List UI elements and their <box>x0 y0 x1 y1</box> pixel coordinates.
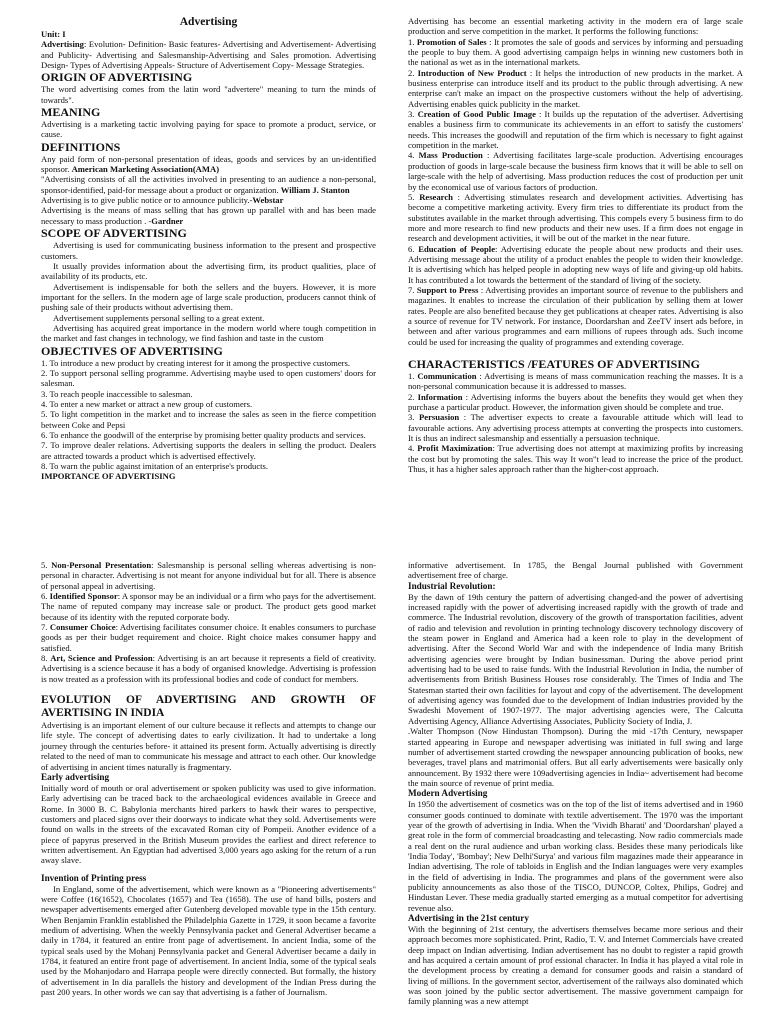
function-item: 4. Mass Production : Advertising facilitates large-scale production. Advertising encourages production of goods in large-scale because the business firm knows that it will be able to sell on large-scale with the help of advertising. Mass production reduces the cost of production per unit by the economical use of various factors of production. <box>408 150 744 192</box>
functions-intro: Advertising has become an essential marketing activity in the modern era of large scale production and serve competition in the market. It performs the following functions: <box>408 16 743 37</box>
characteristic-item: 4. Profit Maximization: True advertising does not attempt at maximizing profits by increasing the cost but by promoting the sales. This way It won"t lead to increase the price of the product. Thus, it has a higher sales approach rather than the higher-cost approach. <box>408 443 743 475</box>
meaning-text: Advertising is a marketing tactic involving paying for space to promote a product, service, or cause. <box>41 119 376 140</box>
function-item: 6. Education of People: Advertising educate the people about new products and their uses. Advertising message about the utility of a product enables the people to widen their knowledge. It is advertising which has helped people in adopting new ways of life and giving-up old habits. It has contributed a lot towards the betterment of the standard of living of the society. <box>408 243 743 285</box>
meaning-heading: MEANING <box>41 105 101 120</box>
scope-item: It usually provides information about the advertising firm, its product qualities, place of availability of its products, etc. <box>41 260 376 282</box>
objective-item: 7. To improve dealer relations. Advertising supports the dealers in selling the product. Dealers are attracted towards a product which is advertised effectively. <box>41 440 376 461</box>
right-top-column <box>408 16 743 474</box>
characteristic-item: 1. Communication : Advertising is means of mass communication reaching the masses. It is a non-personal communication because it is addressed to masses. <box>408 371 743 392</box>
definition-4 <box>41 205 376 226</box>
scope-heading: SCOPE OF ADVERTISING <box>41 226 187 241</box>
printing-press-text: In England, some of the advertisement, which were known as a "Pioneering advertisements" were Coffee (16(1652), Chocolates (1657) and Tea (1658). The use of hand bills, posters and newspaper advertisements emerged after Gutenberg developed movable type in the 15th century. When Benjamin Franklin established the Philadelphia Gazette in 1729, it soon became a favorite medium of advertising. When the weekly Pennsylvania packet and General Advertiser became a daily in 1784, it featured an entire front page of advertisement. In ancient India, some of the typical seals used by the Mohanj Pennsylvania packet and General Advertiser became a daily in 1784, it featured an entire front page of advertisement. In ancient India, some of the typical seals used by the Mohanjodaro and Harrapa people were directly connected. But formally, the history of advertisement in In dia parallels the history and development of the Indian Press during the past 200 years. In other words we can say that advertising is a father of Journalism. <box>41 883 376 998</box>
21st-century-text: With the beginning of 21st century, the advertisers themselves became more serious and their approach becomes more sophisticated. Print, Radio, T. V. and Internet Commercials have created deep impact on Indian advertising. Indian advertisement has no doubt to register a rapid growth and has acquired a certain amount of prof essional character. In India it has played a vital role in the development process by creating a demand for consumer goods and raisin a standard of living of millions. In the government sector, advertisement of the railways also dominated which was soon joined by the public sector advertisement. The massive government campaign for family planning was a new attempt <box>408 924 743 1007</box>
definition-3-text: Advertising is to give public notice or to announce publicity.- <box>41 195 253 206</box>
objective-item: 4. To enter a new market or attract a new group of customers. <box>41 398 253 409</box>
definition-2-text: "Advertising consists of all the activities involved in presenting to an audience a non-personal, sponsor-identified, paid-for message about a product or organization. <box>41 174 376 195</box>
industrial-revolution-heading: Industrial Revolution: <box>408 580 496 591</box>
objective-item: 6. To enhance the goodwill of the enterprise by promising better quality products and services. <box>41 430 366 440</box>
intro-label: Advertising <box>41 39 84 50</box>
characteristic-item: 5. Non-Personal Presentation: Salesmanship is personal selling whereas advertising is non- personal in character. Advertising is not meant for anyone individual but for all. There is absence of personal appeal in advertising. <box>41 560 376 591</box>
definition-1-text: Any paid form of non-personal presentation of ideas, goods and services by an un-identified sponsor. <box>41 153 376 175</box>
objective-item: 1. To introduce a new product by creating interest for it among the prospective customers. <box>41 357 351 368</box>
unit-label: Unit: I <box>41 29 66 39</box>
characteristic-item: 6. Identified Sponsor: A sponsor may be an individual or a firm who pays for the advertisement. The name of reputed company may increase sale or product. The product gets good market because of its identity with the reputed corporate body. <box>41 591 376 622</box>
intro-paragraph <box>41 39 376 70</box>
definitions-heading: DEFINITIONS <box>41 139 121 154</box>
modern-advertising-heading: Modern Advertising <box>408 788 488 799</box>
function-item: 3. Creation of Good Public Image : It builds up the reputation of the advertiser. Advertising enables a business firm to communicate its achievements in an effort to satisfy the customers' needs. This increases the goodwill and reputation of the firm which is necessary to fight against competition in the market. <box>408 109 743 151</box>
industrial-revolution-text: By the dawn of 19th century the pattern of advertising changed-and the power of advertising increased rapidly with the power of advertising increased rapidly with the growth of trade and commerce. The Industrial revolution, discovery of the growth of transportation facilities, advent of radio and television and revolution in printing technology discovery technology discovery of the steam power in England and America had a keen role to play in the development of advertising. After the Second World War and with the independence of India many British advertising agencies were brought by Indian businessman. During the above period print advertising had to be used to raise funds. With the Industrial Revolution in India, the number of advertisements from British Business Houses rose considerably. The Times of India and The Statesman started their own facilities for layout and copy of the advertisement. The development of advertising agency was founded due to the development of Indian industries provided by the Swadeshi Movement of 1907-1977. The major advertising agencies were, The Calcutta Advertising Agency, Alliance Advertising Associates, Publicity Society of India, J. <box>408 591 743 726</box>
right-bottom-column <box>408 560 743 1007</box>
printing-press-heading: Invention of Printing press <box>41 872 147 883</box>
definition-3-source: Webstar <box>252 195 284 206</box>
function-item: 1. Promotion of Sales : It promotes the sale of goods and services by informing and persuading the people to buy them. A good advertising campaign helps in winning new customers both in the national as wet as in the international markets. <box>408 36 743 68</box>
definition-4-text: Advertising is the means of mass selling that has grown up parallel with and has been made necessary to mass production . - <box>41 205 376 226</box>
function-item: 7. Support to Press : Advertising provides an important source of revenue to the publishers and magazines. It enables to increase the circulation of their publication by selling them at lower rates. People are also benefited because they get publications at cheaper rates. Advertising is also a source of revenue for TV network. For instance, Doordarshan and ZeeTV insert ads before, in between and after various programmes and earn millions of rupees through ads. Such income could be used for increasing the quality of programmes and extending coverage. <box>408 284 743 347</box>
definition-2-source: William J. Stanton <box>280 184 350 195</box>
importance-heading: IMPORTANCE OF ADVERTISING <box>41 471 176 482</box>
characteristic-item: 8. Art, Science and Profession: Advertising is an art because it represents a field of creativity. Advertising is a science because it has a body of organised knowledge. Advertising is profession is now treated as a profession with its professional bodies and code of conduct for members. <box>41 653 376 684</box>
scope-item: Advertising is used for communicating business information to the present and prospective customers. <box>41 240 376 261</box>
21st-century-heading: Advertising in the 21st century <box>408 913 529 923</box>
definition-3 <box>41 195 376 205</box>
characteristic-item: 2. Information : Advertising informs the buyers about the benefits they would get when they purchase a particular product. However, the information given should be complete and true. <box>408 391 743 413</box>
evolution-text: Advertising is an important element of our culture because it reflects and attempts to change our life style. The concept of advertising dates to early civilization. It had to undertake a long journey through the centuries before- it attained its present form. Actually advertising is directly related to the need of man to communicate his message and attract to each other. Our knowledge of advertising in ancient times naturally is fragmentary. <box>41 720 376 772</box>
scope-item: Advertisement is indispensable for both the sellers and the buyers. However, it is more important for the sellers. In the modern age of large scale production, producers cannot think of pushing sale of their products without advertising them. <box>41 281 376 313</box>
objective-item: 2. To support personal selling programme. Advertising maybe used to open customers' doors for salesman. <box>41 367 376 389</box>
characteristics-heading: CHARACTERISTICS /FEATURES OF ADVERTISING <box>408 357 700 371</box>
bengal-journal-text: informative advertisement. In 1785, the Bengal Journal published with Government advertisement free of charge. <box>408 560 743 581</box>
left-top-column <box>41 16 376 482</box>
definition-2 <box>41 174 376 195</box>
function-item: 2. Introduction of New Product : It helps the introduction of new products in the market. A business enterprise can introduce itself and its product to the public through advertising. A new enterprise can't make an impact on the prospective customers without the help of advertising. Advertising enables quick publicity in the market. <box>408 67 744 109</box>
objectives-heading: OBJECTIVES OF ADVERTISING <box>41 343 223 358</box>
page-title: Advertising <box>179 16 238 28</box>
origin-text: The word advertising comes from the latin word "advertere" meaning to turn the minds of towards". <box>41 84 376 105</box>
definition-4-source: Gardner <box>151 215 184 226</box>
definition-1 <box>41 154 376 175</box>
evolution-heading: EVOLUTION OF ADVERTISING AND GROWTH OF AVERTISING IN INDIA <box>41 694 376 720</box>
definition-1-source: American Marketing Association(AMA) <box>71 164 220 175</box>
early-advertising-heading: Early advertising <box>41 771 110 782</box>
origin-heading: ORIGIN OF ADVERTISING <box>41 70 193 85</box>
function-item: 5. Research : Advertising stimulates research and development activities. Advertising has become a competitive marketing activity. Every firm tries to differentiate its product from the substitutes available in the market through advertising. This compels every 5 business firm to do more and more research to find new products and their new uses. If a firm does not engage in research and development activities, it will be out of the market in the near future. <box>408 191 743 244</box>
intro-text: : Evolution- Definition- Basic features- Advertising and Advertisement- Advertising and Publicity- Advertising and Salesmanship-Advertising and Sales promotion. Advertising Design- Types of Advertising Appeals- Structure of Advertisement Copy- Message Strategies. <box>41 39 376 71</box>
early-advertising-text: Initially word of mouth or oral advertisement or spoken publicity was used to give information. Early advertising can be traced back to the archaeological evidences available in Greece and Rome. In 3000 B. C. Babylonia merchants hired parkers to hawk their wares to perspective, customers and placed signs over their doorways to indicate what they sold. Advertisements were found on walls in the streets of the excavated Roman city of Pompeii. Another evidence of a piece of papyrus preserved in the British Museum provides the earliest and direct reference to written advertisement. An Egyptian had advertised 3,000 years ago asking for the return of a run away slave. <box>41 782 376 866</box>
scope-item: Advertisement supplements personal selling to a great extent. <box>53 312 265 323</box>
scope-item: Advertising has acquired great importance in the modern world where tough competition in the market and fast changes in technology, we find fashion and taste in the custom <box>41 322 376 344</box>
characteristic-item: 7. Consumer Choice: Advertising facilitates consumer choice. It enables consumers to purchase goods as per their budget requirement and choice. Right choice makes consumer happy and satisfied. <box>41 622 376 653</box>
modern-advertising-text: In 1950 the advertisement of cosmetics was on the top of the list of items advertised and in 1960 consumer goods continued to dominate with textile advertisement. The 1970 was the important year of the growth of advertising in India. When the 'Vividh Bharati' and 'Doordarshan' played a great role in the form of commercial broadcasting and telecasting. Now radio commercials made a real dent on the rural audience and urban working class. Besides these many periodicals like 'India Today', 'Bombay'; New Delhi'Surya' and various film magazines made their appearance in Indian advertising. The role of tabloids in English and the Indian languages were very examples in the field of advertising in India. The programmes and plans of the government were also publicity announcements as also those of the TISCO, DUNCOP, Coltex, Philips, Godrej and Hindustan Lever. These media gradually started emerging as a mutual competitor for advertising revenue also. <box>408 799 743 913</box>
thompson-text: .Walter Thompson (Now Hindustan Thompson). During the mid -17th Century, newspaper started appearing in Europe and newspaper advertising was initiated in full swing and large number of advertisement started crowding the newspaper announcing publication of books, new beverages, travel plans and matrimonial offers. But all early advertisements were basically only announcement. By 1932 there were 109advertising agencies in India~ advertisement had become the main source of revenue of print media. <box>408 726 743 788</box>
objective-item: 5. To light competition in the market and to increase the sales as seen in the fierce competition between Coke and Pepsi <box>41 409 376 430</box>
objective-item: 8. To warn the public against imitation of an enterprise's products. <box>41 461 269 472</box>
left-bottom-column <box>41 560 376 997</box>
characteristic-item: 3. Persuasion : The advertiser expects to create a favourable attitude which will lead to favourable actions. Any advertising process attempts at converting the prospects into customers. It is thus an indirect salesmanship and essentially a persuasion technique. <box>408 412 743 444</box>
objective-item: 3. To reach people inaccessible to salesman. <box>41 388 193 399</box>
